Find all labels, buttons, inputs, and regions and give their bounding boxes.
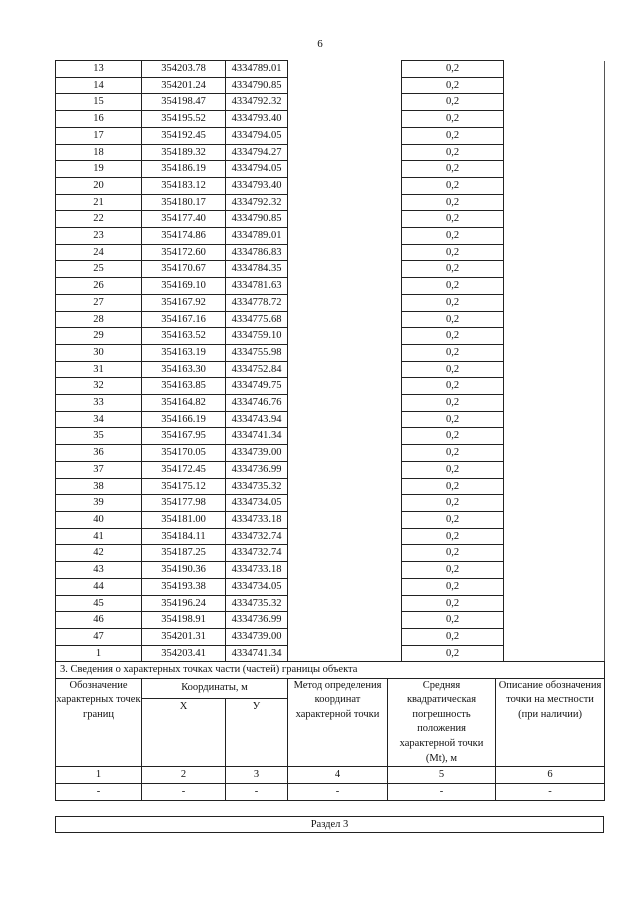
accuracy-cell: 0,2	[402, 228, 504, 245]
y-coordinate-cell: 4334794.27	[226, 144, 288, 161]
table-row	[56, 61, 605, 78]
description-cell	[504, 612, 605, 629]
accuracy-cell: 0,2	[402, 61, 504, 78]
method-cell	[288, 144, 402, 161]
x-coordinate-cell: 354181.00	[142, 511, 226, 528]
table-row	[56, 244, 605, 261]
y-coordinate-cell: 4334736.99	[226, 461, 288, 478]
description-cell	[504, 61, 605, 78]
y-coordinate-cell: 4334792.32	[226, 194, 288, 211]
table-row	[56, 77, 605, 94]
y-coordinate-cell: 4334794.05	[226, 161, 288, 178]
description-cell	[504, 478, 605, 495]
accuracy-cell: 0,2	[402, 562, 504, 579]
accuracy-cell: 0,2	[402, 177, 504, 194]
description-cell	[504, 94, 605, 111]
x-coordinate-cell: 354201.24	[142, 77, 226, 94]
method-cell	[288, 395, 402, 412]
description-cell	[504, 244, 605, 261]
y-coordinate-cell: 4334739.00	[226, 628, 288, 645]
accuracy-cell: 0,2	[402, 411, 504, 428]
x-coordinate-cell: 354163.85	[142, 378, 226, 395]
x-coordinate-cell: 354177.40	[142, 211, 226, 228]
accuracy-cell: 0,2	[402, 528, 504, 545]
method-cell	[288, 628, 402, 645]
accuracy-cell: 0,2	[402, 445, 504, 462]
x-coordinate-cell: 354189.32	[142, 144, 226, 161]
point-number-cell: 13	[56, 61, 142, 78]
description-cell	[504, 211, 605, 228]
table-row	[56, 94, 605, 111]
table-row	[56, 378, 605, 395]
accuracy-cell: 0,2	[402, 77, 504, 94]
method-cell	[288, 378, 402, 395]
x-coordinate-cell: 354192.45	[142, 127, 226, 144]
method-cell	[288, 294, 402, 311]
accuracy-cell: 0,2	[402, 94, 504, 111]
table-row	[56, 528, 605, 545]
x-coordinate-cell: 354203.41	[142, 645, 226, 662]
description-cell	[504, 344, 605, 361]
column-number: 6	[496, 767, 605, 784]
method-cell	[288, 461, 402, 478]
description-cell	[504, 311, 605, 328]
point-number-cell: 22	[56, 211, 142, 228]
accuracy-cell: 0,2	[402, 645, 504, 662]
description-cell	[504, 628, 605, 645]
description-cell	[504, 461, 605, 478]
x-coordinate-cell: 354190.36	[142, 562, 226, 579]
y-coordinate-cell: 4334741.34	[226, 645, 288, 662]
table-row	[56, 361, 605, 378]
table-row	[56, 645, 605, 662]
accuracy-cell: 0,2	[402, 612, 504, 629]
x-coordinate-cell: 354163.19	[142, 344, 226, 361]
method-cell	[288, 595, 402, 612]
header-designation: Обозначение характерных точек границ	[56, 678, 142, 767]
table-row	[56, 562, 605, 579]
x-coordinate-cell: 354167.16	[142, 311, 226, 328]
method-cell	[288, 261, 402, 278]
description-cell	[504, 511, 605, 528]
method-cell	[288, 645, 402, 662]
accuracy-cell: 0,2	[402, 545, 504, 562]
y-coordinate-cell: 4334778.72	[226, 294, 288, 311]
accuracy-cell: 0,2	[402, 111, 504, 128]
accuracy-cell: 0,2	[402, 595, 504, 612]
table-row	[56, 278, 605, 295]
point-number-cell: 14	[56, 77, 142, 94]
method-cell	[288, 244, 402, 261]
point-number-cell: 32	[56, 378, 142, 395]
description-cell	[504, 144, 605, 161]
section-heading: Раздел 3	[55, 816, 604, 833]
x-coordinate-cell: 354170.05	[142, 445, 226, 462]
description-cell	[504, 595, 605, 612]
empty-value: -	[142, 783, 226, 800]
accuracy-cell: 0,2	[402, 261, 504, 278]
table-row	[56, 628, 605, 645]
table-row	[56, 161, 605, 178]
method-cell	[288, 478, 402, 495]
description-cell	[504, 495, 605, 512]
y-coordinate-cell: 4334733.18	[226, 562, 288, 579]
description-cell	[504, 528, 605, 545]
description-cell	[504, 278, 605, 295]
y-coordinate-cell: 4334735.32	[226, 595, 288, 612]
point-number-cell: 19	[56, 161, 142, 178]
point-number-cell: 30	[56, 344, 142, 361]
accuracy-cell: 0,2	[402, 127, 504, 144]
x-coordinate-cell: 354172.45	[142, 461, 226, 478]
coordinates-table	[55, 60, 605, 662]
method-cell	[288, 94, 402, 111]
accuracy-cell: 0,2	[402, 278, 504, 295]
point-number-cell: 41	[56, 528, 142, 545]
method-cell	[288, 445, 402, 462]
point-number-cell: 21	[56, 194, 142, 211]
point-number-cell: 45	[56, 595, 142, 612]
point-number-cell: 25	[56, 261, 142, 278]
point-number-cell: 28	[56, 311, 142, 328]
description-cell	[504, 578, 605, 595]
y-coordinate-cell: 4334734.05	[226, 578, 288, 595]
y-coordinate-cell: 4334792.32	[226, 94, 288, 111]
y-coordinate-cell: 4334732.74	[226, 528, 288, 545]
accuracy-cell: 0,2	[402, 244, 504, 261]
table-row	[56, 511, 605, 528]
header-y: У	[226, 698, 288, 767]
accuracy-cell: 0,2	[402, 578, 504, 595]
y-coordinate-cell: 4334793.40	[226, 177, 288, 194]
description-cell	[504, 411, 605, 428]
table-row	[56, 578, 605, 595]
description-cell	[504, 194, 605, 211]
table-row	[56, 545, 605, 562]
point-number-cell: 24	[56, 244, 142, 261]
accuracy-cell: 0,2	[402, 495, 504, 512]
method-cell	[288, 177, 402, 194]
x-coordinate-cell: 354164.82	[142, 395, 226, 412]
y-coordinate-cell: 4334793.40	[226, 111, 288, 128]
description-cell	[504, 395, 605, 412]
method-cell	[288, 211, 402, 228]
y-coordinate-cell: 4334743.94	[226, 411, 288, 428]
y-coordinate-cell: 4334749.75	[226, 378, 288, 395]
point-number-cell: 26	[56, 278, 142, 295]
method-cell	[288, 228, 402, 245]
y-coordinate-cell: 4334794.05	[226, 127, 288, 144]
x-coordinate-cell: 354187.25	[142, 545, 226, 562]
section3-title: 3. Сведения о характерных точках части (частей) границы объекта	[56, 662, 605, 679]
table-row	[56, 144, 605, 161]
x-coordinate-cell: 354203.78	[142, 61, 226, 78]
table-row	[56, 311, 605, 328]
point-number-cell: 35	[56, 428, 142, 445]
table-row	[56, 228, 605, 245]
point-number-cell: 46	[56, 612, 142, 629]
method-cell	[288, 61, 402, 78]
y-coordinate-cell: 4334735.32	[226, 478, 288, 495]
y-coordinate-cell: 4334733.18	[226, 511, 288, 528]
table-row	[56, 177, 605, 194]
description-cell	[504, 77, 605, 94]
table-row	[56, 445, 605, 462]
point-number-cell: 36	[56, 445, 142, 462]
y-coordinate-cell: 4334789.01	[226, 61, 288, 78]
empty-value: -	[288, 783, 388, 800]
method-cell	[288, 77, 402, 94]
x-coordinate-cell: 354172.60	[142, 244, 226, 261]
method-cell	[288, 311, 402, 328]
point-number-cell: 47	[56, 628, 142, 645]
description-cell	[504, 294, 605, 311]
empty-value: -	[226, 783, 288, 800]
page-number: 6	[317, 38, 323, 50]
empty-value: -	[496, 783, 605, 800]
table-row	[56, 344, 605, 361]
description-cell	[504, 328, 605, 345]
method-cell	[288, 278, 402, 295]
description-cell	[504, 177, 605, 194]
method-cell	[288, 511, 402, 528]
accuracy-cell: 0,2	[402, 628, 504, 645]
y-coordinate-cell: 4334755.98	[226, 344, 288, 361]
point-number-cell: 1	[56, 645, 142, 662]
x-coordinate-cell: 354167.95	[142, 428, 226, 445]
x-coordinate-cell: 354186.19	[142, 161, 226, 178]
x-coordinate-cell: 354198.47	[142, 94, 226, 111]
x-coordinate-cell: 354183.12	[142, 177, 226, 194]
point-number-cell: 15	[56, 94, 142, 111]
method-cell	[288, 344, 402, 361]
y-coordinate-cell: 4334784.35	[226, 261, 288, 278]
table-row	[56, 428, 605, 445]
table-row	[56, 495, 605, 512]
accuracy-cell: 0,2	[402, 461, 504, 478]
accuracy-cell: 0,2	[402, 378, 504, 395]
y-coordinate-cell: 4334752.84	[226, 361, 288, 378]
method-cell	[288, 194, 402, 211]
point-number-cell: 42	[56, 545, 142, 562]
x-coordinate-cell: 354196.24	[142, 595, 226, 612]
column-number: 4	[288, 767, 388, 784]
table-row	[56, 461, 605, 478]
y-coordinate-cell: 4334739.00	[226, 445, 288, 462]
x-coordinate-cell: 354201.31	[142, 628, 226, 645]
y-coordinate-cell: 4334775.68	[226, 311, 288, 328]
y-coordinate-cell: 4334741.34	[226, 428, 288, 445]
header-accuracy: Средняя квадратическая погрешность положения характерной точки (Mt), м	[388, 678, 496, 767]
method-cell	[288, 411, 402, 428]
method-cell	[288, 161, 402, 178]
y-coordinate-cell: 4334736.99	[226, 612, 288, 629]
x-coordinate-cell: 354174.86	[142, 228, 226, 245]
accuracy-cell: 0,2	[402, 511, 504, 528]
description-cell	[504, 127, 605, 144]
description-cell	[504, 261, 605, 278]
point-number-cell: 23	[56, 228, 142, 245]
x-coordinate-cell: 354175.12	[142, 478, 226, 495]
y-coordinate-cell: 4334781.63	[226, 278, 288, 295]
y-coordinate-cell: 4334789.01	[226, 228, 288, 245]
method-cell	[288, 111, 402, 128]
x-coordinate-cell: 354170.67	[142, 261, 226, 278]
method-cell	[288, 495, 402, 512]
table-row	[56, 612, 605, 629]
accuracy-cell: 0,2	[402, 161, 504, 178]
x-coordinate-cell: 354169.10	[142, 278, 226, 295]
point-number-cell: 31	[56, 361, 142, 378]
point-number-cell: 18	[56, 144, 142, 161]
method-cell	[288, 127, 402, 144]
description-cell	[504, 361, 605, 378]
table-row	[56, 211, 605, 228]
accuracy-cell: 0,2	[402, 328, 504, 345]
description-cell	[504, 645, 605, 662]
x-coordinate-cell: 354177.98	[142, 495, 226, 512]
header-coordinates: Координаты, м	[142, 678, 288, 698]
x-coordinate-cell: 354163.52	[142, 328, 226, 345]
accuracy-cell: 0,2	[402, 294, 504, 311]
section3-table	[55, 661, 605, 801]
description-cell	[504, 161, 605, 178]
description-cell	[504, 228, 605, 245]
x-coordinate-cell: 354167.92	[142, 294, 226, 311]
point-number-cell: 44	[56, 578, 142, 595]
x-coordinate-cell: 354198.91	[142, 612, 226, 629]
description-cell	[504, 445, 605, 462]
empty-value: -	[388, 783, 496, 800]
method-cell	[288, 545, 402, 562]
table-row	[56, 595, 605, 612]
point-number-cell: 39	[56, 495, 142, 512]
x-coordinate-cell: 354163.30	[142, 361, 226, 378]
table-row	[56, 328, 605, 345]
point-number-cell: 33	[56, 395, 142, 412]
point-number-cell: 38	[56, 478, 142, 495]
method-cell	[288, 328, 402, 345]
method-cell	[288, 578, 402, 595]
header-method: Метод определения координат характерной точки	[288, 678, 388, 767]
accuracy-cell: 0,2	[402, 144, 504, 161]
column-number: 1	[56, 767, 142, 784]
table-row	[56, 294, 605, 311]
point-number-cell: 40	[56, 511, 142, 528]
table-row	[56, 261, 605, 278]
point-number-cell: 20	[56, 177, 142, 194]
y-coordinate-cell: 4334790.85	[226, 77, 288, 94]
table-row	[56, 194, 605, 211]
accuracy-cell: 0,2	[402, 395, 504, 412]
point-number-cell: 29	[56, 328, 142, 345]
point-number-cell: 34	[56, 411, 142, 428]
table-row	[56, 127, 605, 144]
description-cell	[504, 111, 605, 128]
point-number-cell: 43	[56, 562, 142, 579]
point-number-cell: 37	[56, 461, 142, 478]
header-description: Описание обозначения точки на местности (при наличии)	[496, 678, 605, 767]
description-cell	[504, 428, 605, 445]
method-cell	[288, 428, 402, 445]
accuracy-cell: 0,2	[402, 311, 504, 328]
method-cell	[288, 562, 402, 579]
point-number-cell: 16	[56, 111, 142, 128]
header-x: Х	[142, 698, 226, 767]
x-coordinate-cell: 354195.52	[142, 111, 226, 128]
accuracy-cell: 0,2	[402, 478, 504, 495]
description-cell	[504, 562, 605, 579]
y-coordinate-cell: 4334786.83	[226, 244, 288, 261]
point-number-cell: 17	[56, 127, 142, 144]
y-coordinate-cell: 4334759.10	[226, 328, 288, 345]
x-coordinate-cell: 354180.17	[142, 194, 226, 211]
y-coordinate-cell: 4334732.74	[226, 545, 288, 562]
table-row	[56, 478, 605, 495]
accuracy-cell: 0,2	[402, 211, 504, 228]
accuracy-cell: 0,2	[402, 194, 504, 211]
accuracy-cell: 0,2	[402, 361, 504, 378]
column-number: 2	[142, 767, 226, 784]
description-cell	[504, 545, 605, 562]
table-row	[56, 395, 605, 412]
method-cell	[288, 361, 402, 378]
accuracy-cell: 0,2	[402, 344, 504, 361]
x-coordinate-cell: 354184.11	[142, 528, 226, 545]
table-row	[56, 411, 605, 428]
column-number: 3	[226, 767, 288, 784]
table-row	[56, 111, 605, 128]
empty-value: -	[56, 783, 142, 800]
y-coordinate-cell: 4334746.76	[226, 395, 288, 412]
y-coordinate-cell: 4334734.05	[226, 495, 288, 512]
x-coordinate-cell: 354193.38	[142, 578, 226, 595]
accuracy-cell: 0,2	[402, 428, 504, 445]
point-number-cell: 27	[56, 294, 142, 311]
x-coordinate-cell: 354166.19	[142, 411, 226, 428]
method-cell	[288, 612, 402, 629]
column-number: 5	[388, 767, 496, 784]
description-cell	[504, 378, 605, 395]
y-coordinate-cell: 4334790.85	[226, 211, 288, 228]
method-cell	[288, 528, 402, 545]
